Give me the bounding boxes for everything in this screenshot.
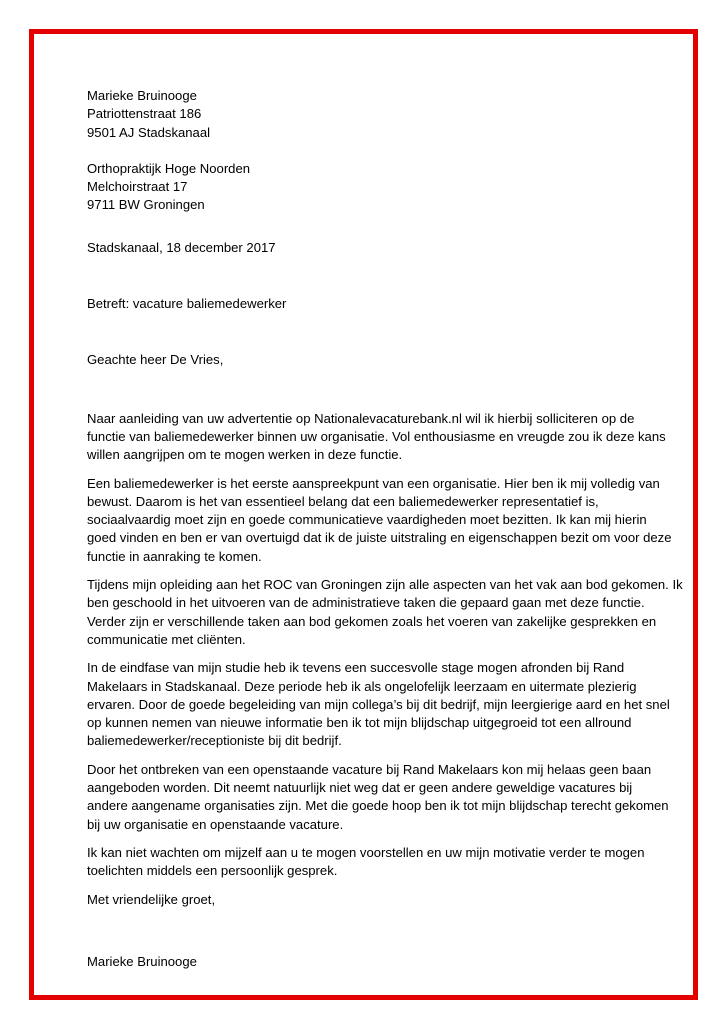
paragraph-line: Door het ontbreken van een openstaande vacature bij Rand Makelaars kon mij helaas geen baan: [87, 761, 652, 777]
paragraph-line: willen aangrijpen om te mogen werken in deze functie.: [87, 447, 403, 463]
paragraph-line: baliemedewerker/receptioniste bij dit bedrijf.: [87, 733, 342, 749]
subject-line: Betreft: vacature baliemedewerker: [87, 296, 287, 312]
salutation: Geachte heer De Vries,: [87, 352, 224, 368]
paragraph-line: bij uw organisatie en openstaande vacature.: [87, 816, 344, 832]
paragraph-line: ben geschoold in het uitvoeren van de administratieve taken die gepaard gaan met deze functie.: [87, 595, 645, 611]
paragraph-line: toelichten middels een persoonlijk gesprek.: [87, 863, 338, 879]
paragraph-line: ervaren. Door de goede begeleiding van mijn collega’s bij dit bedrijf, mijn leergierige aard en het snel: [87, 696, 670, 712]
paragraph-line: Verder zijn er verschillende taken aan bod gekomen zoals het voeren van zakelijke gesprekken en: [87, 613, 657, 629]
paragraph-line: andere aangename organisaties zijn. Met die goede hoop ben ik tot mijn blijdschap terecht gekomen: [87, 798, 669, 814]
paragraph-line: functie in aanraking te komen.: [87, 548, 262, 564]
date-line: Stadskanaal, 18 december 2017: [87, 239, 276, 255]
sender-street: Patriottenstraat 186: [87, 106, 202, 122]
paragraph-line: communicatie met cliënten.: [87, 631, 246, 647]
recipient-city: 9711 BW Groningen: [87, 197, 205, 213]
paragraph-4: [87, 659, 670, 750]
recipient-address: [87, 160, 647, 215]
paragraph-6: [87, 844, 647, 881]
closing: Met vriendelijke groet,: [87, 891, 216, 907]
paragraph-5: [87, 761, 669, 834]
sender-name: Marieke Bruinooge: [87, 88, 197, 103]
paragraph-line: Naar aanleiding van uw advertentie op Nationalevacaturebank.nl wil ik hierbij solliciteren op de: [87, 410, 635, 426]
paragraph-line: Makelaars in Stadskanaal. Deze periode heb ik als ongelofelijk leerzaam en uitermate plezierig: [87, 678, 637, 694]
paragraph-line: Een baliemedewerker is het eerste aanspreekpunt van een organisatie. Hier ben ik mij volledig van: [87, 475, 660, 491]
paragraph-3: [87, 576, 683, 649]
paragraph-line: goed vinden en ben er van overtuigd dat ik de juiste uitstraling en eigenschappen bezit om voor deze: [87, 530, 672, 546]
signature-name: Marieke Bruinooge: [87, 953, 197, 969]
paragraph-line: aangeboden worden. Dit neemt natuurlijk niet weg dat er geen andere geweldige vacatures bij: [87, 780, 633, 796]
sender-address: [87, 87, 647, 142]
recipient-street: Melchoirstraat 17: [87, 179, 188, 195]
paragraph-2: [87, 475, 672, 566]
paragraph-line: Ik kan niet wachten om mijzelf aan u te mogen voorstellen en uw mijn motivatie verder te mogen: [87, 844, 645, 860]
paragraph-line: bewust. Daarom is het van essentieel belang dat een baliemedewerker representatief is,: [87, 493, 599, 509]
sender-city: 9501 AJ Stadskanaal: [87, 124, 211, 140]
paragraph-line: Tijdens mijn opleiding aan het ROC van Groningen zijn alle aspecten van het vak aan bod gekomen. Ik: [87, 577, 683, 593]
letter-body: [87, 87, 683, 971]
paragraph-line: sociaalvaardig moet zijn en goede communicatieve vaardigheden moet bezitten. Ik kan mij hierin: [87, 512, 647, 528]
paragraph-line: In de eindfase van mijn studie heb ik tevens een succesvolle stage mogen afronden bij Rand: [87, 660, 625, 676]
paragraph-line: functie van baliemedewerker binnen uw organisatie. Vol enthousiasme en vreugde zou ik deze kans: [87, 428, 666, 444]
paragraph-1: [87, 410, 666, 465]
recipient-name: Orthopraktijk Hoge Noorden: [87, 160, 251, 176]
paragraph-line: op kunnen nemen van nieuwe informatie ben ik tot mijn blijdschap uitgegroeid tot een allround: [87, 715, 632, 731]
